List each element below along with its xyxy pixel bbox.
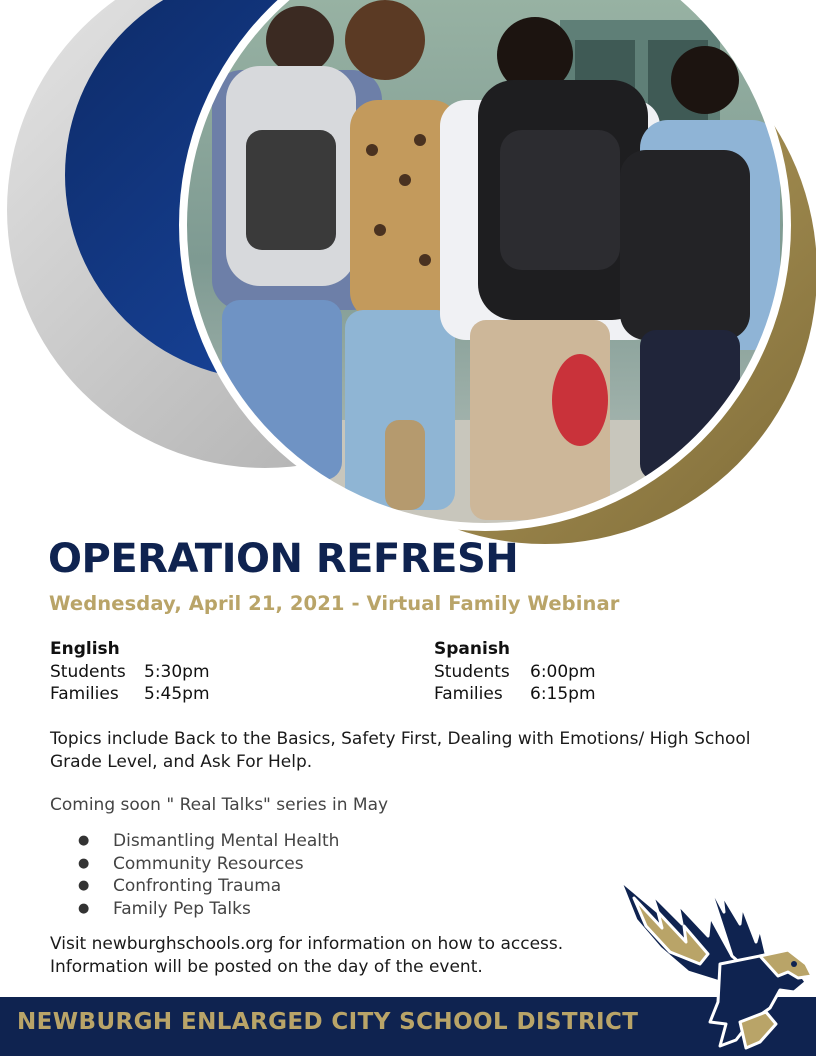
english-schedule [50, 638, 210, 706]
schedule-row [434, 683, 596, 706]
schedule-time: 6:00pm [530, 661, 596, 682]
schedule-time: 5:30pm [144, 661, 210, 682]
event-subtitle: Wednesday, April 21, 2021 - Virtual Family Webinar [49, 592, 620, 615]
eagle-mascot-icon [600, 872, 816, 1056]
coming-soon-text: Coming soon " Real Talks" series in May [50, 795, 389, 815]
page-title: OPERATION REFRESH [48, 536, 519, 582]
list-item: ● Family Pep Talks [78, 898, 339, 921]
visit-line: Information will be posted on the day of the event. [50, 956, 483, 977]
district-name: NEWBURGH ENLARGED CITY SCHOOL DISTRICT [17, 1009, 639, 1035]
schedule-time: 5:45pm [144, 684, 210, 704]
topics-paragraph: Topics include Back to the Basics, Safety First, Dealing with Emotions/ High School Grade Level, and Ask For Help. [50, 729, 751, 772]
list-item: ● Confronting Trauma [78, 875, 339, 898]
spanish-schedule [434, 638, 596, 706]
schedule-row [434, 661, 596, 684]
english-heading: English [50, 639, 120, 659]
schedule-group: Students [50, 661, 126, 682]
visit-info [50, 933, 650, 978]
schedule-group: Families [50, 684, 119, 704]
schedule-row [50, 683, 210, 706]
schedule-group: Students [434, 661, 510, 682]
series-list [78, 830, 339, 920]
schedule-time: 6:15pm [530, 684, 596, 704]
schedule-group: Families [434, 684, 503, 704]
list-item: ● Dismantling Mental Health [78, 830, 339, 853]
visit-line: Visit newburghschools.org for information on how to access. [50, 934, 564, 954]
spanish-heading: Spanish [434, 639, 511, 659]
list-item: ● Community Resources [78, 853, 339, 876]
schedule-row [50, 661, 210, 684]
